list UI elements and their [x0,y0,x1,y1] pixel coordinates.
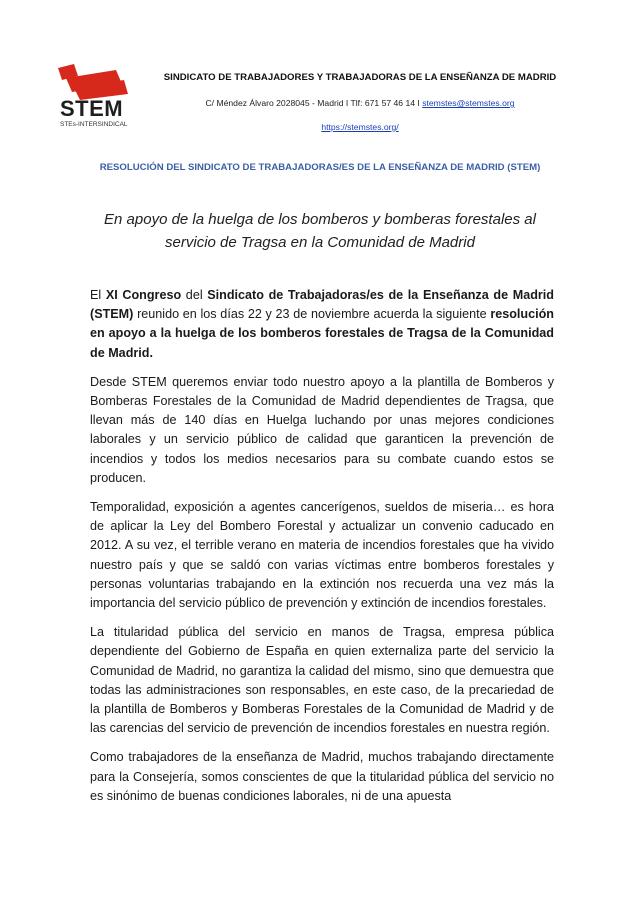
subtitle-line-1: En apoyo de la huelga de los bomberos y bomberas forestales al [104,211,536,228]
logo-subtext: STEs-INTERSINDICAL [60,121,128,128]
paragraph-4: La titularidad pública del servicio en manos de Tragsa, empresa pública dependiente del Gobierno de España en quien externaliza parte del servicio la Comunidad de Madrid, no garantiza la calidad del mismo, sino que demuestra que todas las administraciones son responsables, en este caso, de la precariedad de la plantilla de Bomberos y Bomberas Forestales de la Comunidad de Madrid y de las carencias del servicio de prevención de incendios forestales en nuestra región. [90,625,554,736]
logo-text: STEM [60,96,124,121]
resolution-title: RESOLUCIÓN DEL SINDICATO DE TRABAJADORAS/ES DE LA ENSEÑANZA DE MADRID (STEM) [99,162,541,173]
document-subtitle [80,208,560,254]
union-address [150,98,570,108]
union-name: SINDICATO DE TRABAJADORES Y TRABAJADORAS DE LA ENSEÑANZA DE MADRID [163,72,557,83]
p1-text-3: reunido en los días 22 y 23 de noviembre acuerda la siguiente [133,307,491,322]
paragraph-3: Temporalidad, exposición a agentes cancerígenos, sueldos de miseria… es hora de aplicar la Ley del Bombero Forestal y actualizar un convenio caducado en 2012. A su vez, el terrible verano en materia de incendios forestales que ha vivido nuestro país y que se saldó con varias víctimas entre bomberos forestales y personas voluntarias trabajando en la extinción nos recuerda una vez más la importancia del servicio público de prevención y extinción de incendios forestales. [90,500,554,611]
paragraph-2: Desde STEM queremos enviar todo nuestro apoyo a la plantilla de Bomberos y Bomberas Forestales de la Comunidad de Madrid dependientes de Tragsa, que llevan más de 140 días en Huelga luchando por unas mejores condiciones laborales y un servicio público de calidad que garanticen la prevención de incendios y todos los medios necesarios para su combate cuando estos se producen. [90,374,554,485]
p1-bold-1: XI Congreso [105,288,182,302]
address-text: C/ Méndez Álvaro 2028045 - Madrid I Tlf: 671 57 46 14 I [205,98,423,108]
p1-text-1: El [90,288,106,302]
email-link[interactable]: stemstes@stemstes.org [422,98,515,108]
document-body [90,286,554,816]
website-line [150,122,570,132]
website-link[interactable]: https://stemstes.org/ [321,122,399,132]
p1-bold-2: Sindicato de Trabajadoras/es de la Enseñanza de Madrid (STEM) [90,288,554,322]
paragraph-5: Como trabajadores de la enseñanza de Madrid, muchos trabajando directamente para la Consejería, somos conscientes de que la titularidad pública del servicio no es sinónimo de buenas condiciones laborales, ni de una apuesta [90,750,554,803]
subtitle-line-2: servicio de Tragsa en la Comunidad de Madrid [165,234,475,251]
paragraph-1 [90,286,554,363]
p1-text-2: del [181,288,208,302]
p1-bold-3: resolución en apoyo a la huelga de los bomberos forestales de Tragsa de la Comunidad de Madrid. [90,307,554,360]
